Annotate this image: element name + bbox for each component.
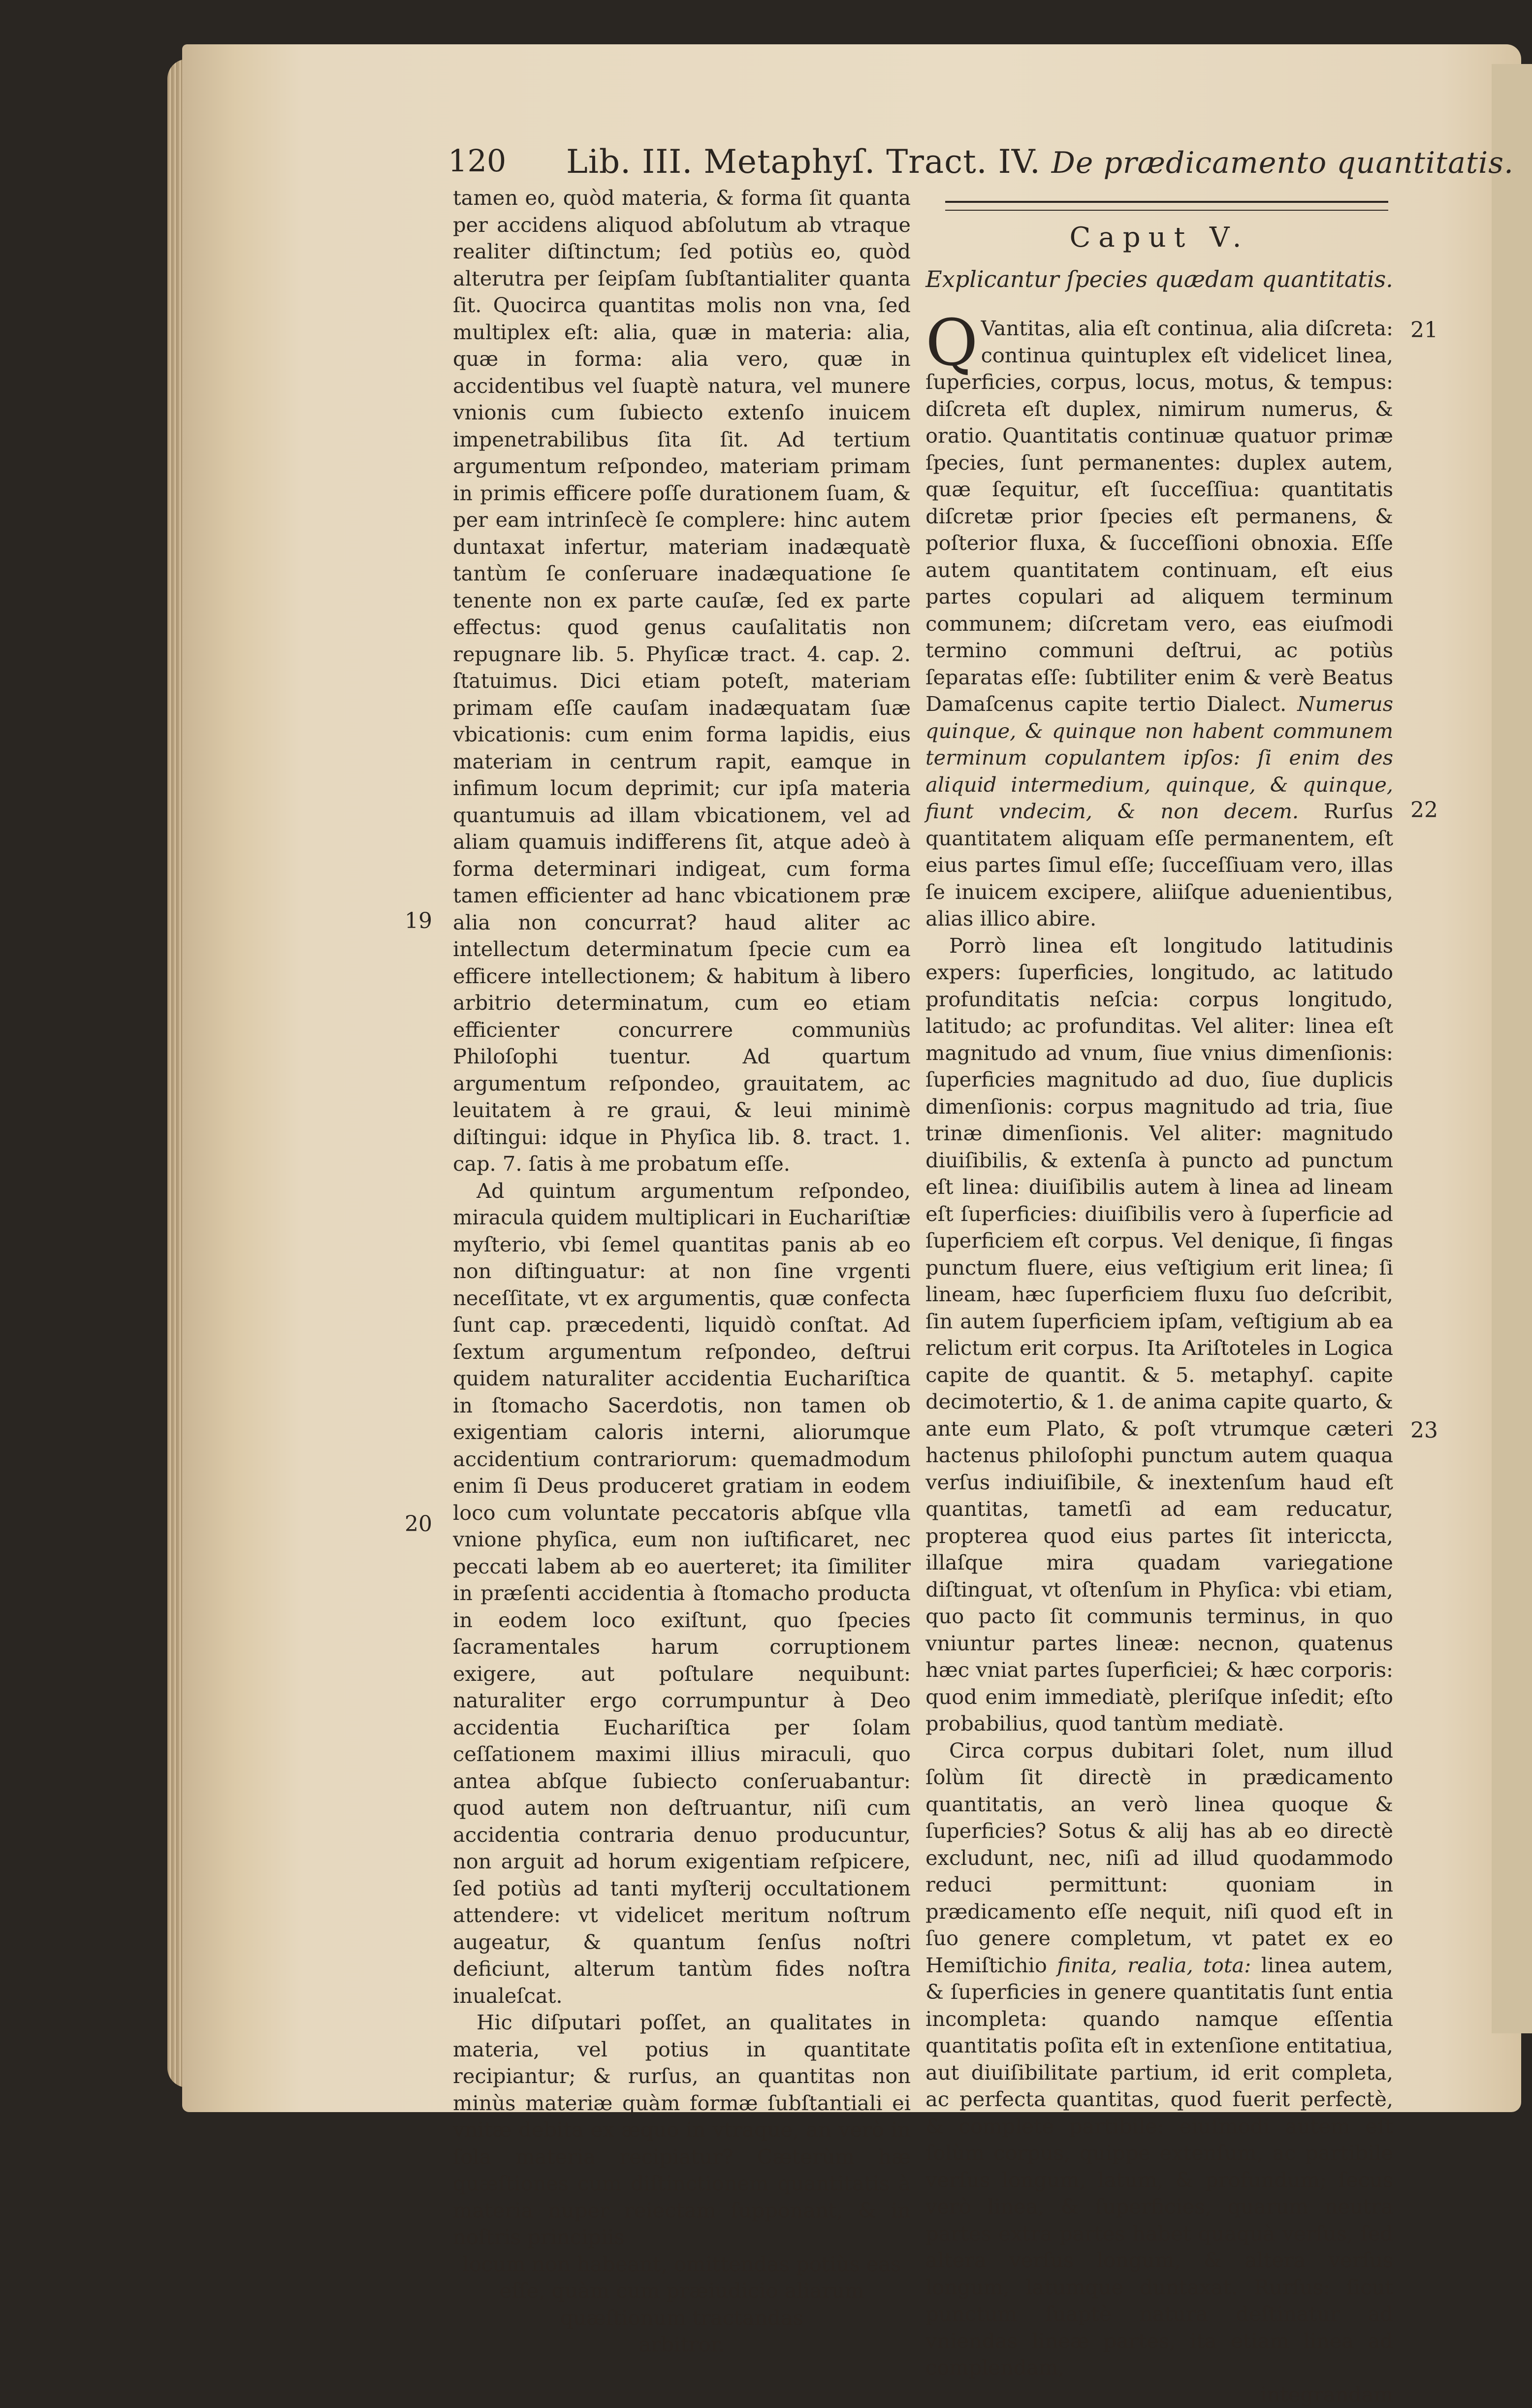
page-number: 120 — [448, 143, 506, 179]
tail-line: eſſe, quàm cum præiudicio aliarum — [453, 2278, 911, 2305]
tail-line: quæſtionum tractandas — [453, 2305, 911, 2332]
margin-number: 21 — [1410, 318, 1438, 343]
paragraph: Porrò linea eſt longitudo latitudinis expers: ſuperficies, longitudo, ac latitudo profunditatis neſcia: corpus longitudo, latitudo; ac profunditas. Vel aliter: linea eſt magnitudo ad vnum, ſiue vnius dimenſionis: ſuperficies magnitudo ad duo, ſiue duplicis dimenſionis: corpus magnitudo ad tria, ſiue trinæ dimenſionis. Vel aliter: magnitudo diuiſibilis, & extenſa à puncto ad punctum eſt linea: diuiſibilis autem à linea ad lineam eſt ſuperficies: diuiſibilis vero à ſuperficie ad ſuperficiem eſt corpus. Vel denique, ſi fingas punctum fluere, eius veſtigium erit linea; ſi lineam, hæc ſuperficiem fluxu ſuo deſcribit, ſin autem ſuperficiem ipſam, veſtigium ab ea relictum erit corpus. Ita Ariſtoteles in Logica capite de quantit. & 5. metaphyſ. capite decimotertio, & 1. de anima capite quarto, & ante eum Plato, & poſt vtrumque cæteri hactenus philoſophi punctum autem quaqua verſus indiuiſibile, & inextenſum haud eſt quantitas, tametſi ad eam reducatur, propterea quod eius partes ſit intericcta, illaſque mira quadam variegatione diſtinguat, vt oſtenſum in Phyſica: vbi etiam, quo pacto ſit communis terminus, in quo vniuntur partes lineæ: necnon, quatenus hæc vniat partes ſuperficiei; & hæc corporis: quod enim immediatè, pleriſque inſedit; eſto probabilius, quod tantùm mediatè. — [926, 932, 1393, 1737]
right-column — [926, 315, 1393, 2408]
tail-paragraph — [453, 2251, 911, 2358]
paragraph: Ad quintum argumentum reſpondeo, miracula quidem multiplicari in Euchariſtiæ myſterio, vbi ſemel quantitas panis ab eo non diſtinguatur: at non ſine vrgenti neceſſitate, vt ex argumentis, quæ confecta ſunt cap. præcedenti, liquidò conſtat. Ad ſextum argumentum reſpondeo, deſtrui quidem naturaliter accidentia Euchariſtica in ſtomacho Sacerdotis, non tamen ob exigentiam caloris interni, aliorumque accidentium contrariorum: quemadmodum enim ſi Deus produceret gratiam in eodem loco cum voluntate peccatoris abſque vlla vnione phyſica, eum non iuſtificaret, nec peccati labem ab eo auerteret; ita ſimiliter in præſenti accidentia à ſtomacho producta in eodem loco exiſtunt, quo ſpecies ſacramentales harum corruptionem exigere, aut poſtulare nequibunt: naturaliter ergo corrumpuntur à Deo accidentia Euchariſtica per ſolam ceſſationem maximi illius miraculi, quo antea abſque ſubiecto conſeruabantur: quod autem non deſtruantur, niſi cum accidentia contraria denuo producuntur, non arguit ad horum exigentiam reſpicere, ſed potiùs ad tanti myſterij occultationem attendere: vt videlicet meritum noſtrum augeatur, & quantum ſenſus noſtri deficiunt, alterum tantùm fides noſtra inualeſcat. — [453, 1178, 911, 2010]
running-head-title: Lib. III. Metaphyſ. Tract. IV. — [566, 143, 1041, 181]
left-column — [453, 185, 911, 2358]
paragraph: Q Vantitas, alia eſt continua, alia diſcreta: continua quintuplex eſt videlicet linea, ſuperficies, corpus, locus, motus, & tempus: diſcreta eſt duplex, nimirum numerus, & oratio. Quantitatis continuæ quatuor primæ ſpecies, ſunt permanentes: duplex autem, quæ ſequitur, eſt ſucceſſiua: quantitatis diſcretæ prior ſpecies eſt permanens, & poſterior fluxa, & ſucceſſioni obnoxia. Eſſe autem quantitatem continuam, eſt eius partes copulari ad aliquem terminum communem; diſcretam vero, eas eiuſmodi termino communi deſtrui, ac potiùs ſeparatas eſſe: ſubtiliter enim & verè Beatus Damaſcenus capite tertio Dialect. Numerus quinque, & quinque non habent communem terminum copulantem ipſos: ſi enim des aliquid intermedium, quinque, & quinque, fiunt vndecim, & non decem. Rurſus quantitatem aliquam eſſe permanentem, eſt eius partes ſimul eſſe; ſucceſſiuam vero, illas ſe inuicem excipere, aliiſque aduenientibus, alias illico abire. — [926, 315, 1393, 932]
margin-number: 22 — [1410, 798, 1438, 823]
chapter-title: Caput V. — [926, 222, 1393, 254]
running-head-subject: De prædicamento quantitatis. — [1052, 146, 1514, 180]
paragraph: tamen eo, quòd materia, & forma ſit quanta per accidens aliquod abſolutum ab vtraque realiter diſtinctum; ſed potiùs eo, quòd alterutra per ſeipſam ſubſtantialiter quanta ſit. Quocirca quantitas molis non vna, ſed multiplex eſt: alia, quæ in materia: alia, quæ in forma: alia vero, quæ in accidentibus vel ſuaptè natura, vel munere vnionis cum ſubiecto extenſo inuicem impenetrabilibus ſita ſit. Ad tertium argumentum reſpondeo, materiam primam in primis efficere poſſe durationem ſuam, & per eam intrinſecè ſe complere: hinc autem duntaxat infertur, materiam inadæquatè tantùm ſe conſeruare inadæquatione ſe tenente non ex parte cauſæ, ſed ex parte effectus: quod genus cauſalitatis non repugnare lib. 5. Phyſicæ tract. 4. cap. 2. ſtatuimus. Dici etiam poteſt, materiam primam eſſe cauſam inadæquatam ſuæ vbicationis: cum enim forma lapidis, eius materiam in centrum rapit, eamque in infimum locum deprimit; cur ipſa materia quantumuis ad illam vbicationem, vel ad aliam quamuis indifferens ſit, atque adeò à forma determinari indigeat, cum forma tamen efficienter ad hanc vbicationem præ alia non concurrat? haud aliter ac intellectum determinatum ſpecie cum ea efficere intellectionem; & habitum à libero arbitrio determinatum, cum eo etiam efficienter concurrere communiùs Philoſophi tuentur. Ad quartum argumentum reſpondeo, grauitatem, ac leuitatem à re graui, & leui minimè diſtingui: idque in Phyſica lib. 8. tract. 1. cap. 7. ſatis à me probatum eſſe. — [453, 185, 911, 1178]
header-rule — [945, 201, 1388, 211]
quotation: Numerus quinque, & quinque non habent communem terminum copulantem ipſos: ſi enim des aliquid intermedium, quinque, & quinque, fiunt vndecim, & non decem. — [926, 692, 1393, 823]
margin-number: 20 — [405, 1511, 432, 1537]
margin-number: 19 — [405, 908, 432, 933]
tail-line: locum non habeant, omittendas potiùs eas — [453, 2251, 911, 2278]
tail-line: arbitror. — [453, 2331, 911, 2358]
facing-page-edge — [1492, 64, 1532, 2033]
paragraph: Hic diſputari poſſet, an qualitates in materia, vel potius in quantitate recipiantur; & rurſus, an quantitas non minùs materiæ quàm formæ ſubſtantiali ei vnitæ debita ex æquo in vtraque, an verò in ſola materia recipiatur? Cæterùm hæ quæſtiones cum diſtinctionem quantitatis à materia nuper reiectam ſupponant, & in noſtris principiis — [453, 2009, 911, 2251]
paragraph: Circa corpus dubitari ſolet, num illud ſolùm ſit directè in prædicamento quantitatis, an verò linea quoque & ſuperficies? Sotus & alij has ab eo directè excludunt, nec, niſi ad illud quodammodo reduci permittunt: quoniam in prædicamento eſſe nequit, niſi quod eſt in ſuo genere completum, vt patet ex eo Hemiſtichio finita, realia, tota: linea autem, & ſuperficies in genere quantitatis ſunt entia incompleta: quando namque eſſentia quantitatis poſita eſt in extenſione entitatiua, aut diuiſibilitate partium, id erit completa, ac perfecta quantitas, quod fuerit perfectè, & completè partibile: eiuſmodi autem eſt ſolùm corpus, quippe extenſum, ac partibile verſus longum, latum, & profundum; ſecus verò linea, & ſuperficies, quarum neutra partes extra partes habet quaquà verſus, ſed altera verſus longum, & altera verſus longum, latumque duntaxat. Rurſus: ſicut punctum ſuaptè natura deſtinatur ad vniendas lineæ partes, ita etiam linea ad complendam, — [926, 1737, 1393, 2381]
catchword: integrandam — [926, 2381, 1393, 2408]
chapter-subtitle: Explicantur ſpecies quædam quantitatis. — [926, 266, 1393, 292]
running-head — [566, 143, 1514, 181]
margin-number: 23 — [1410, 1418, 1438, 1443]
drop-cap: Q — [926, 317, 978, 368]
